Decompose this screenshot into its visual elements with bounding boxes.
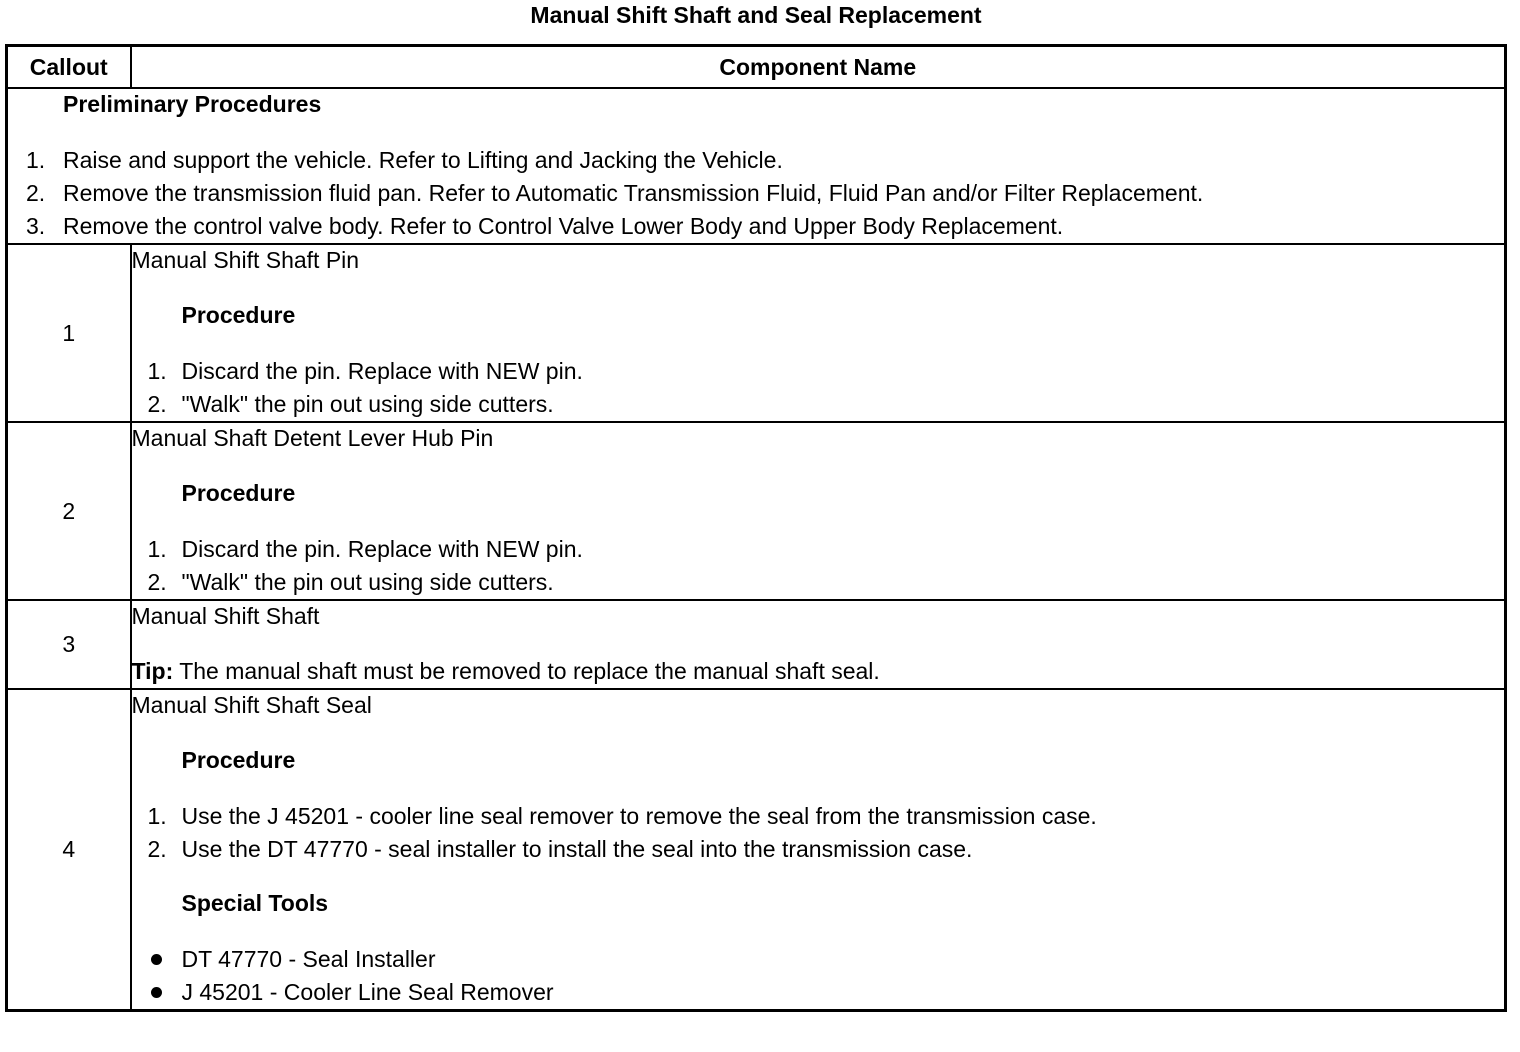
table-row: [7, 689, 1506, 1011]
tool-text: J 45201 - Cooler Line Seal Remover: [181, 979, 554, 1005]
preliminary-steps: [8, 144, 1504, 243]
component-column-header: Component Name: [131, 46, 1506, 89]
component-name: Manual Shaft Detent Lever Hub Pin: [131, 425, 494, 451]
procedure-heading: Procedure: [181, 747, 296, 773]
tip-label: Tip:: [131, 658, 174, 684]
preliminary-step: [8, 144, 1504, 177]
procedure-step: [132, 388, 1505, 421]
tool-item: [132, 943, 1505, 976]
step-text: "Walk" the pin out using side cutters.: [181, 569, 554, 595]
special-tools-list: [132, 943, 1505, 1009]
component-cell: [131, 689, 1506, 1011]
callout-column-header: Callout: [7, 46, 131, 89]
procedure-steps: [132, 800, 1505, 866]
callout-cell: 3: [7, 600, 131, 689]
table-row: [7, 244, 1506, 422]
preliminary-row: [7, 88, 1506, 244]
procedure-step: [132, 833, 1505, 866]
step-number: 1.: [147, 536, 167, 562]
preliminary-step: [8, 210, 1504, 243]
preliminary-step: [8, 177, 1504, 210]
tool-item: [132, 976, 1505, 1009]
step-number: 3.: [26, 213, 46, 239]
step-number: 1.: [147, 358, 167, 384]
table-row: [7, 600, 1506, 689]
step-text: Use the J 45201 - cooler line seal remover to remove the seal from the transmission case.: [181, 803, 1097, 829]
component-name: Manual Shift Shaft Pin: [131, 247, 360, 273]
step-number: 2.: [147, 391, 167, 417]
page-title: Manual Shift Shaft and Seal Replacement: [530, 2, 982, 28]
component-cell: [131, 244, 1506, 422]
procedure-heading: Procedure: [181, 480, 296, 506]
procedure-table: [5, 44, 1507, 1012]
step-text: Discard the pin. Replace with NEW pin.: [181, 536, 583, 562]
step-text: "Walk" the pin out using side cutters.: [181, 391, 554, 417]
procedure-steps: [132, 533, 1505, 599]
procedure-step: [132, 533, 1505, 566]
step-number: 1.: [26, 147, 46, 173]
callout-cell: 1: [7, 244, 131, 422]
step-text: Remove the control valve body. Refer to Control Valve Lower Body and Upper Body Replacement.: [63, 213, 1064, 239]
procedure-step: [132, 355, 1505, 388]
tool-text: DT 47770 - Seal Installer: [181, 946, 436, 972]
step-number: 1.: [147, 803, 167, 829]
component-cell: [131, 600, 1506, 689]
bullet-icon: [151, 987, 162, 998]
callout-cell: 4: [7, 689, 131, 1011]
bullet-icon: [151, 954, 162, 965]
table-row: [7, 422, 1506, 600]
tip-text: The manual shaft must be removed to replace the manual shaft seal.: [173, 658, 880, 684]
component-cell: [131, 422, 1506, 600]
component-name: Manual Shift Shaft Seal: [131, 692, 372, 718]
special-tools-heading: Special Tools: [181, 890, 329, 916]
preliminary-cell: [7, 88, 1506, 244]
step-text: Discard the pin. Replace with NEW pin.: [181, 358, 583, 384]
table-header-row: [7, 46, 1506, 89]
step-text: Use the DT 47770 - seal installer to install the seal into the transmission case.: [181, 836, 973, 862]
step-text: Remove the transmission fluid pan. Refer to Automatic Transmission Fluid, Fluid Pan and/or Filter Replacement.: [63, 180, 1204, 206]
step-number: 2.: [147, 836, 167, 862]
procedure-step: [132, 566, 1505, 599]
preliminary-heading: Preliminary Procedures: [63, 91, 322, 117]
component-name: Manual Shift Shaft: [131, 603, 320, 629]
step-text: Raise and support the vehicle. Refer to Lifting and Jacking the Vehicle.: [63, 147, 783, 173]
step-number: 2.: [147, 569, 167, 595]
procedure-steps: [132, 355, 1505, 421]
procedure-heading: Procedure: [181, 302, 296, 328]
step-number: 2.: [26, 180, 46, 206]
callout-cell: 2: [7, 422, 131, 600]
procedure-step: [132, 800, 1505, 833]
tip-note: [132, 656, 1505, 686]
